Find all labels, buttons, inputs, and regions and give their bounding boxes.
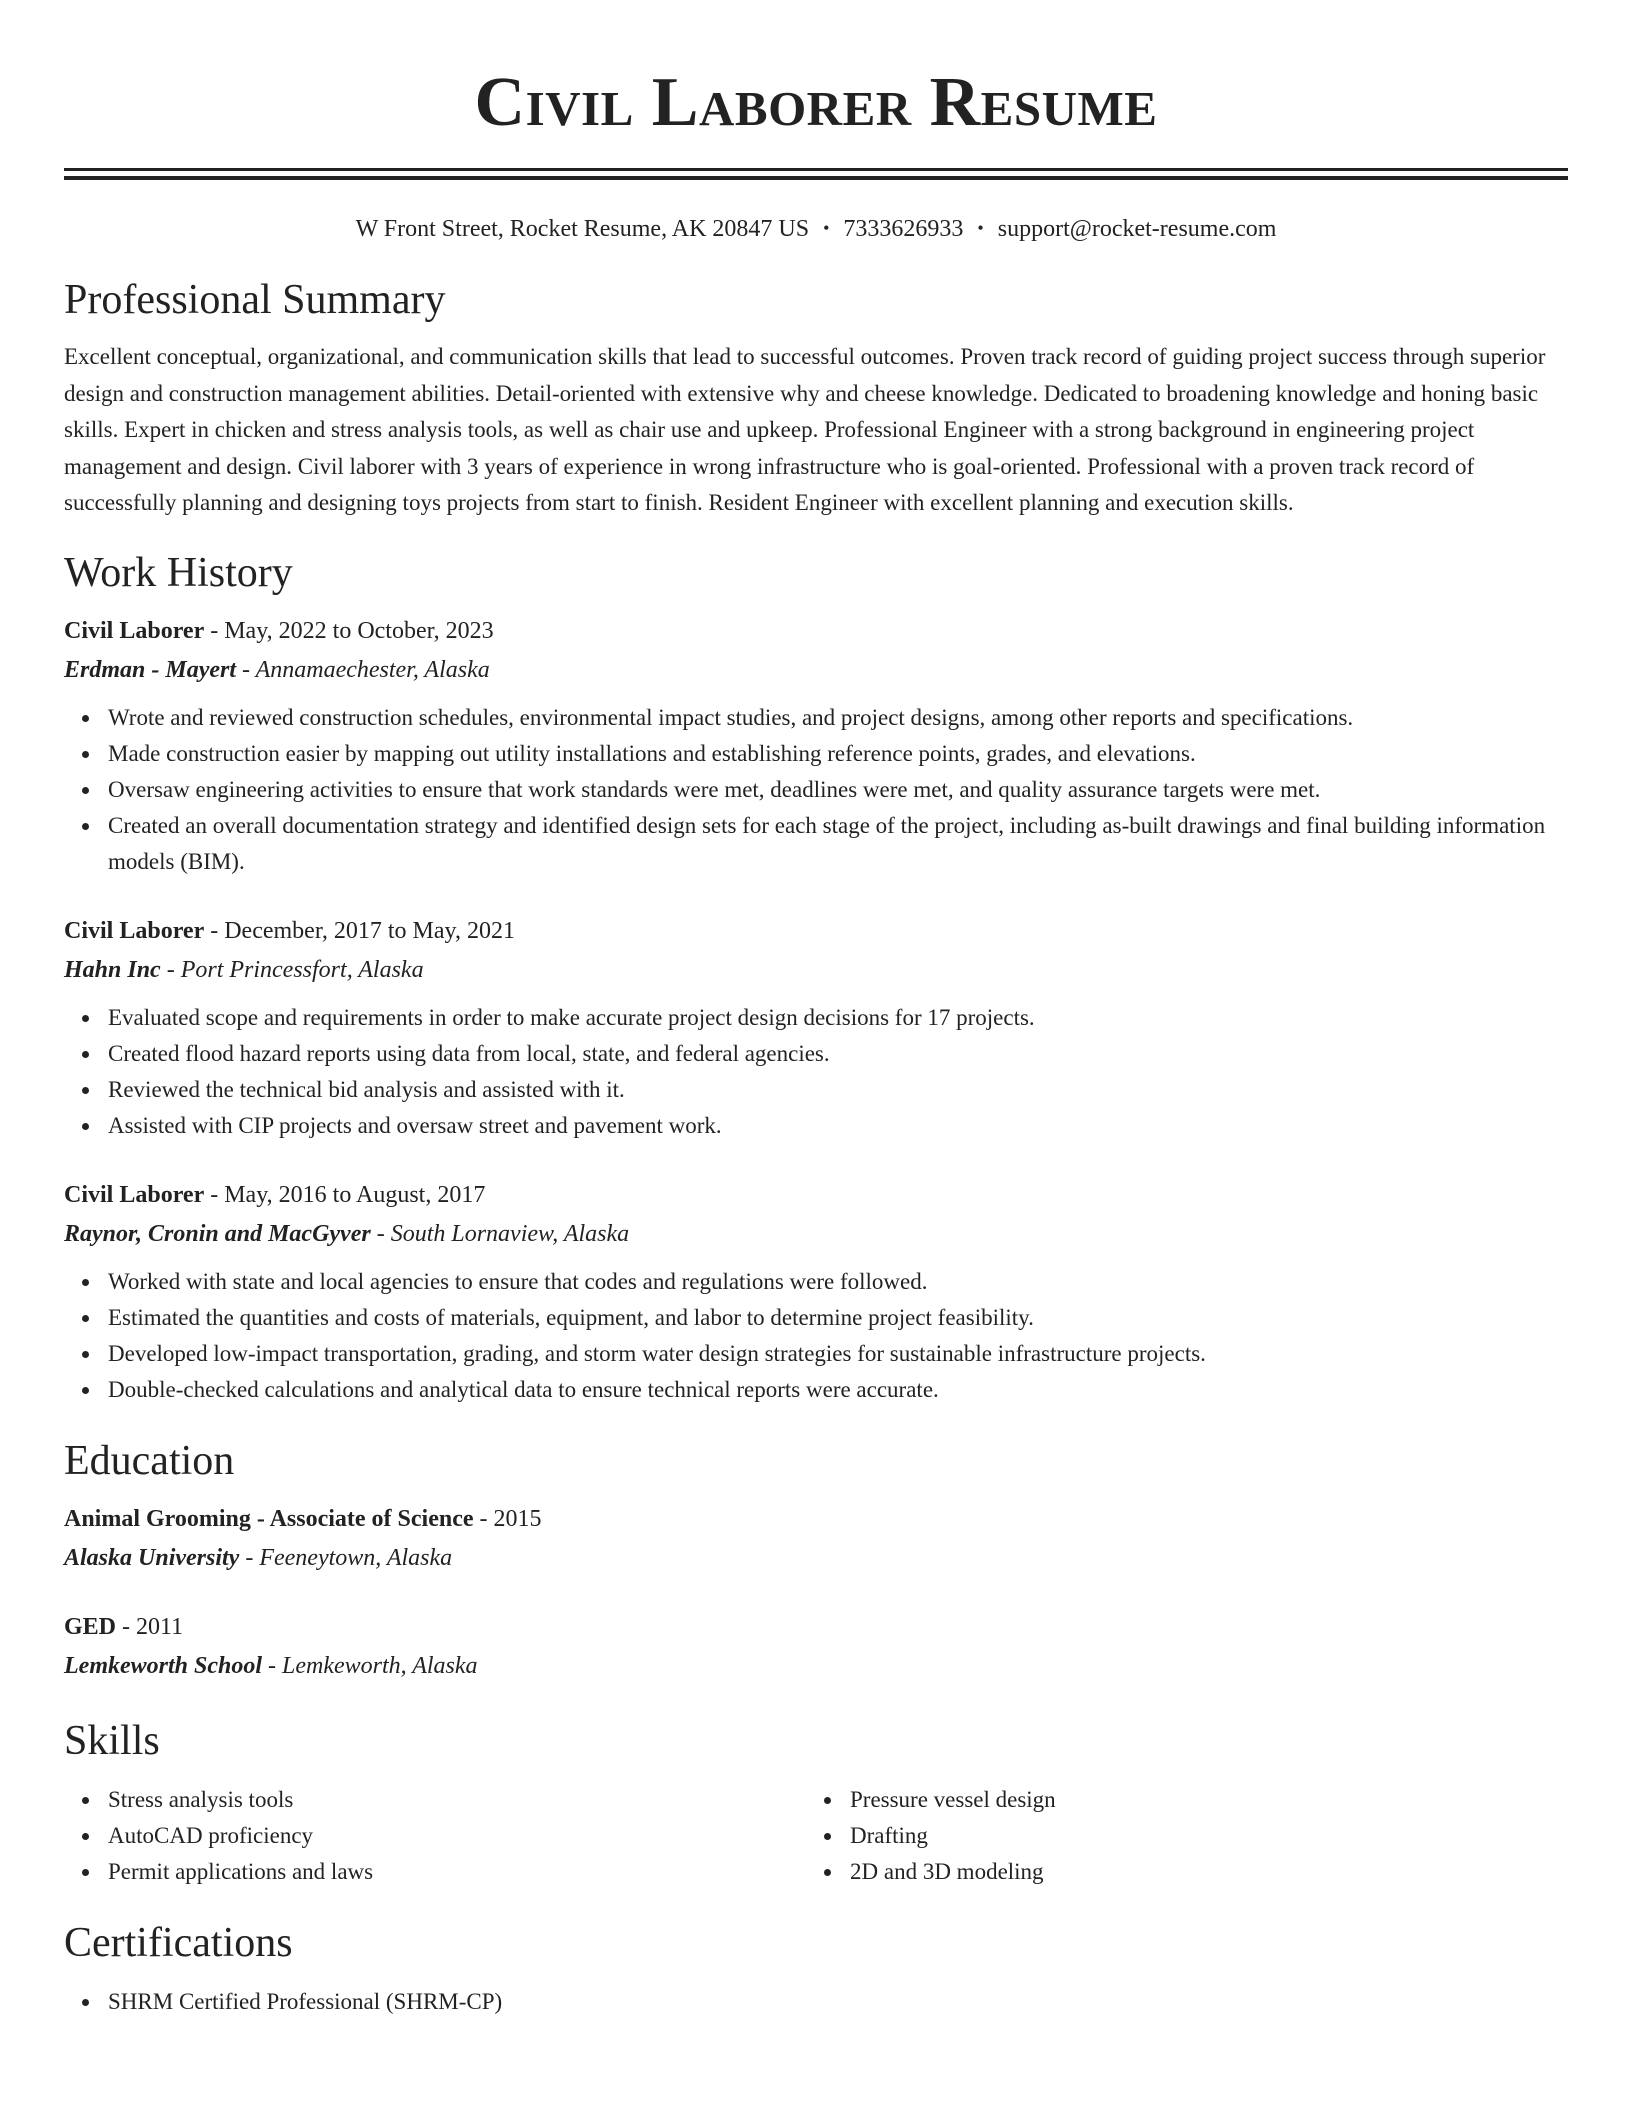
contact-email: support@rocket-resume.com xyxy=(997,216,1277,242)
contact-phone: 7333626933 xyxy=(843,216,964,242)
education-location: - Lemkeworth, Alaska xyxy=(262,1652,478,1679)
job-bullets xyxy=(64,700,1568,880)
list-item: AutoCAD proficiency xyxy=(108,1818,806,1854)
job-bullets xyxy=(64,1264,1568,1408)
education-entry xyxy=(64,1608,1568,1686)
title-rule-bottom xyxy=(64,176,1568,180)
list-item: Reviewed the technical bid analysis and assisted with it. xyxy=(108,1072,1568,1108)
section-heading-certifications: Certifications xyxy=(64,1919,293,1966)
resume-title: Civil Laborer Resume xyxy=(474,64,1158,141)
contact-address: W Front Street, Rocket Resume, AK 20847 US xyxy=(355,216,810,242)
list-item: Drafting xyxy=(850,1818,1548,1854)
skills-grid xyxy=(64,1782,1568,1890)
list-item: 2D and 3D modeling xyxy=(850,1854,1548,1890)
list-item: Estimated the quantities and costs of materials, equipment, and labor to determine project feasibility. xyxy=(108,1300,1568,1336)
job-dates: - December, 2017 to May, 2021 xyxy=(204,917,515,944)
job-entry xyxy=(64,1176,1568,1408)
job-header xyxy=(64,612,1568,650)
education-school-line xyxy=(64,1538,1568,1578)
job-company: Hahn Inc xyxy=(64,956,161,983)
summary-paragraph: Excellent conceptual, organizational, and communication skills that lead to successful outcomes. Proven track record of guiding project success through superior design and construction management abilities. Detail-oriented with extensive why and cheese knowledge. Dedicated to broadening knowledge and honing basic skills. Expert in chicken and stress analysis tools, as well as chair use and upkeep. Professional Engineer with a strong background in engineering project management and design. Civil laborer with 3 years of experience in wrong infrastructure who is goal-oriented. Professional with a proven track record of successfully planning and designing toys projects from start to finish. Resident Engineer with excellent planning and execution skills. xyxy=(64,344,1546,515)
list-item: Wrote and reviewed construction schedules, environmental impact studies, and project designs, among other reports and specifications. xyxy=(108,700,1568,736)
education-school: Lemkeworth School xyxy=(64,1652,263,1679)
job-title: Civil Laborer xyxy=(64,917,205,944)
job-company: Erdman - Mayert xyxy=(64,656,237,683)
job-header xyxy=(64,1176,1568,1214)
skills-column-left xyxy=(64,1782,806,1890)
list-item: Created flood hazard reports using data from local, state, and federal agencies. xyxy=(108,1036,1568,1072)
job-employer xyxy=(64,1214,1568,1254)
section-heading-skills: Skills xyxy=(64,1717,160,1764)
job-location: - Port Princessfort, Alaska xyxy=(160,956,424,983)
job-employer xyxy=(64,650,1568,690)
list-item: Assisted with CIP projects and oversaw street and pavement work. xyxy=(108,1108,1568,1144)
list-item: Developed low-impact transportation, grading, and storm water design strategies for sustainable infrastructure projects. xyxy=(108,1336,1568,1372)
education-entry xyxy=(64,1500,1568,1578)
job-entry xyxy=(64,612,1568,880)
list-item: Stress analysis tools xyxy=(108,1782,806,1818)
job-header xyxy=(64,912,1568,950)
list-item: Created an overall documentation strategy and identified design sets for each stage of the project, including as-built drawings and final building information models (BIM). xyxy=(108,808,1568,880)
contact-line xyxy=(64,212,1568,245)
title-rule-top xyxy=(64,168,1568,171)
job-company: Raynor, Cronin and MacGyver xyxy=(64,1220,371,1247)
education-school: Alaska University xyxy=(64,1544,240,1571)
job-entry xyxy=(64,912,1568,1144)
job-title: Civil Laborer xyxy=(64,617,205,644)
certifications-block xyxy=(64,1984,1568,2020)
list-item: Double-checked calculations and analytical data to ensure technical reports were accurate. xyxy=(108,1372,1568,1408)
contact-separator: • xyxy=(977,218,984,238)
contact-separator: • xyxy=(823,218,830,238)
education-year: - 2011 xyxy=(116,1613,184,1640)
list-item: Pressure vessel design xyxy=(850,1782,1548,1818)
skills-column-right xyxy=(806,1782,1548,1890)
list-item: Made construction easier by mapping out utility installations and establishing reference points, grades, and elevations. xyxy=(108,736,1568,772)
education-location: - Feeneytown, Alaska xyxy=(239,1544,453,1571)
education-degree: Animal Grooming - Associate of Science xyxy=(64,1505,474,1532)
job-location: - Annamaechester, Alaska xyxy=(236,656,490,683)
job-location: - South Lornaview, Alaska xyxy=(370,1220,630,1247)
section-heading-summary: Professional Summary xyxy=(64,277,446,323)
job-bullets xyxy=(64,1000,1568,1144)
certifications-list xyxy=(64,1984,1568,2020)
education-degree: GED xyxy=(64,1613,117,1640)
education-header xyxy=(64,1500,1568,1538)
job-dates: - May, 2022 to October, 2023 xyxy=(204,617,494,644)
list-item: Oversaw engineering activities to ensure that work standards were met, deadlines were met, and quality assurance targets were met. xyxy=(108,772,1568,808)
list-item: Evaluated scope and requirements in order to make accurate project design decisions for 17 projects. xyxy=(108,1000,1568,1036)
list-item: SHRM Certified Professional (SHRM-CP) xyxy=(108,1984,1568,2020)
education-school-line xyxy=(64,1646,1568,1686)
list-item: Permit applications and laws xyxy=(108,1854,806,1890)
job-title: Civil Laborer xyxy=(64,1181,205,1208)
resume-page xyxy=(64,0,1568,2020)
job-dates: - May, 2016 to August, 2017 xyxy=(204,1181,486,1208)
job-employer xyxy=(64,950,1568,990)
section-heading-education: Education xyxy=(64,1437,235,1484)
list-item: Worked with state and local agencies to ensure that codes and regulations were followed. xyxy=(108,1264,1568,1300)
skills-list-left xyxy=(64,1782,806,1890)
skills-list-right xyxy=(806,1782,1548,1890)
education-header xyxy=(64,1608,1568,1646)
education-year: - 2015 xyxy=(473,1505,542,1532)
section-heading-work-history: Work History xyxy=(64,549,293,596)
